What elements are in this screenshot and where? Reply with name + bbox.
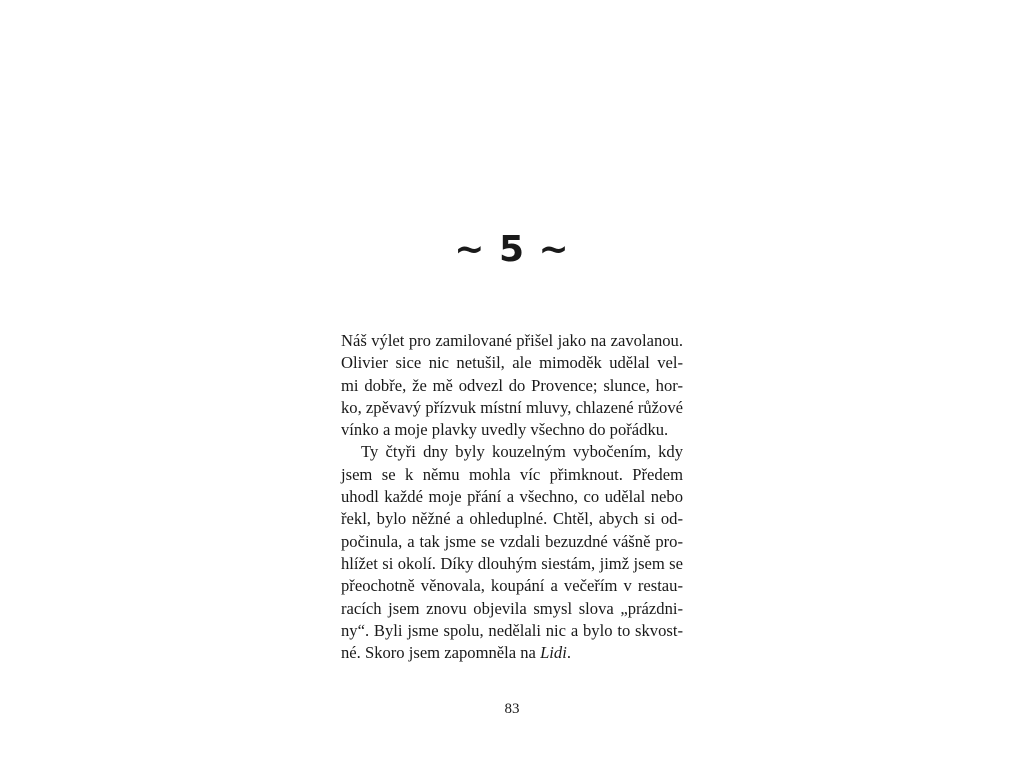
page-number: 83 <box>504 701 520 717</box>
text-line-last <box>341 642 683 664</box>
text-line: řekl, bylo něžné a ohleduplné. Chtěl, abych si od- <box>341 509 683 529</box>
text-fragment: né. Skoro jsem zapomněla na <box>341 643 541 663</box>
text-fragment: . <box>566 643 571 663</box>
text-line: Náš výlet pro zamilované přišel jako na zavolanou. <box>341 331 683 350</box>
text-line: uhodl každé moje přání a všechno, co udělal nebo <box>341 487 683 507</box>
chapter-heading: ~ 5 ~ <box>454 229 570 270</box>
text-line: hlížet si okolí. Díky dlouhým siestám, jimž jsem se <box>341 553 683 573</box>
text-line: racích jsem znovu objevila smysl slova „prázdni- <box>341 598 683 618</box>
paragraph-1 <box>341 330 683 441</box>
italic-title: Lidi <box>540 643 567 663</box>
text-line: přeochotně věnovala, koupání a večeřím v restau- <box>341 576 683 596</box>
text-line: ny“. Byli jsme spolu, nedělali nic a bylo to skvost- <box>341 620 683 640</box>
body-text <box>341 330 683 664</box>
text-line: počinula, a tak jsme se vzdali bezuzdné vášně pro- <box>341 531 683 551</box>
text-line: Ty čtyři dny byly kouzelným vybočením, kdy <box>361 442 683 462</box>
text-line: vínko a moje plavky uvedly všechno do pořádku. <box>341 420 669 440</box>
text-line: Olivier sice nic netušil, ale mimoděk udělal vel- <box>341 353 683 373</box>
text-line: ko, zpěvavý přízvuk místní mluvy, chlazené růžové <box>341 397 683 417</box>
text-line: mi dobře, že mě odvezl do Provence; slunce, hor- <box>341 375 683 395</box>
paragraph-2 <box>341 441 683 664</box>
text-line: jsem se k němu mohla víc přimknout. Předem <box>341 464 683 484</box>
